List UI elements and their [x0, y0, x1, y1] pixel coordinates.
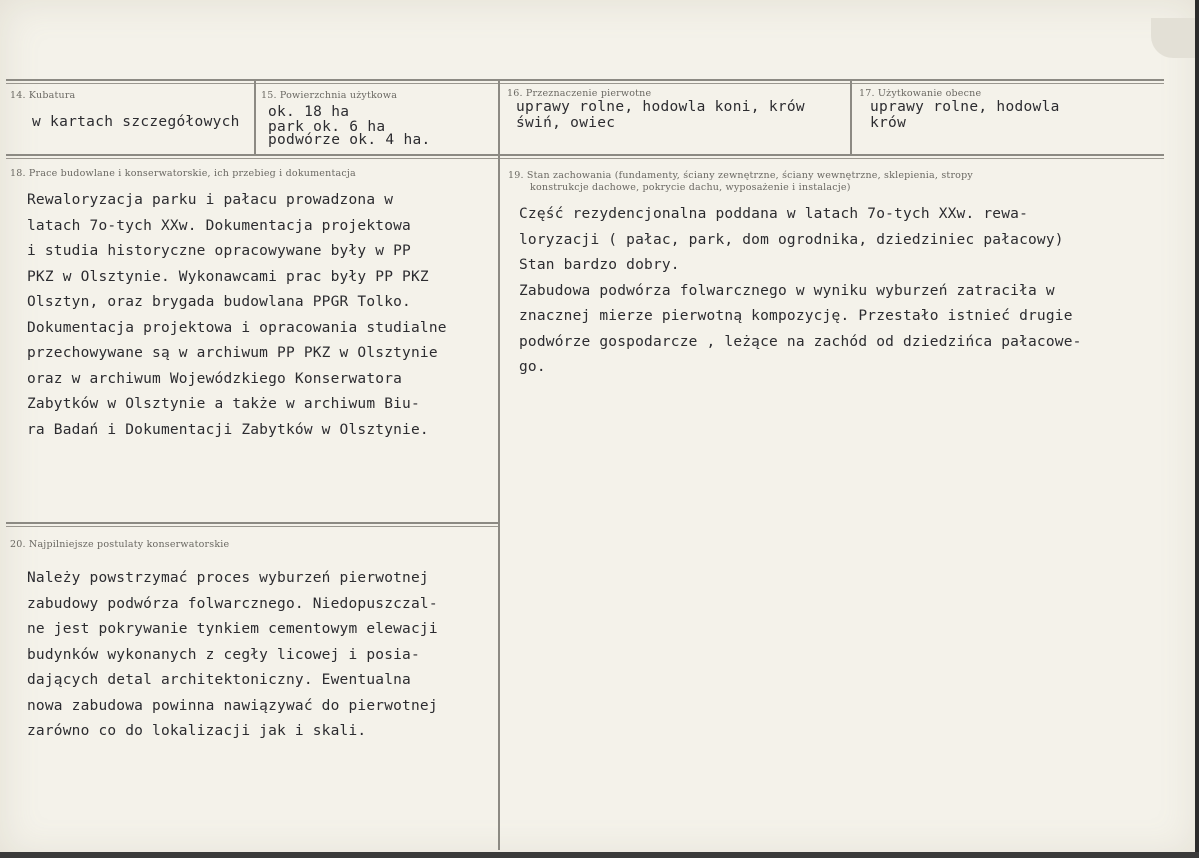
card-edge-bottom — [0, 852, 1199, 858]
stan-label-line-2: konstrukcje dachowe, pokrycie dachu, wyposażenie i instalacje) — [530, 182, 851, 193]
card-edge-right — [1195, 0, 1199, 858]
prace-line: latach 7o-tych XXw. Dokumentacja projektowa — [27, 217, 411, 234]
row1-bottom-rule-thin — [6, 158, 1164, 159]
powierzchnia-line-2: park ok. 6 ha — [268, 119, 386, 135]
powierzchnia-line-3: podwórze ok. 4 ha. — [268, 132, 431, 148]
divider-14-15 — [254, 80, 256, 156]
stan-line: Część rezydencjonalna poddana w latach 7o-tych XXw. rewa- — [519, 206, 1028, 222]
postulaty-line: zabudowy podwórza folwarcznego. Niedopuszczal- — [27, 595, 438, 612]
powierzchnia-label: 15. Powierzchnia użytkowa — [261, 90, 398, 101]
prace-line: Dokumentacja projektowa i opracowania studialne — [27, 319, 447, 336]
prace-line: przechowywane są w archiwum PP PKZ w Olsztynie — [27, 345, 438, 361]
row1-bottom-rule — [6, 154, 1164, 156]
uzytkowanie-line-1: uprawy rolne, hodowla — [870, 99, 1060, 115]
stan-label-line-1: 19. Stan zachowania (fundamenty, ściany zewnętrzne, ściany wewnętrzne, sklepienia, stropy — [508, 170, 973, 181]
stan-line: Zabudowa podwórza folwarcznego w wyniku wyburzeń zatraciła w — [519, 282, 1055, 299]
stan-line: loryzacji ( pałac, park, dom ogrodnika, dziedziniec pałacowy) — [519, 231, 1064, 248]
section20-top-rule — [6, 522, 498, 524]
stan-line: podwórze gospodarcze , leżące na zachód od dziedzińca pałacowe- — [519, 333, 1082, 350]
stan-text — [519, 202, 1082, 381]
postulaty-line: dających detal architektoniczny. Ewentualna — [27, 672, 411, 688]
prace-line: i studia historyczne opracowywane były w PP — [27, 243, 411, 259]
stan-line: Stan bardzo dobry. — [519, 257, 680, 273]
prace-text — [27, 188, 447, 443]
uzytkowanie-line-2: krów — [870, 115, 907, 131]
postulaty-label: 20. Najpilniejsze postulaty konserwatorskie — [10, 539, 230, 550]
prace-label: 18. Prace budowlane i konserwatorskie, ich przebieg i dokumentacja — [10, 168, 356, 179]
stan-line: go. — [519, 359, 546, 375]
divider-15-16 — [498, 80, 500, 850]
postulaty-line: Należy powstrzymać proces wyburzeń pierwotnej — [27, 570, 429, 586]
uzytkowanie-label: 17. Użytkowanie obecne — [859, 88, 982, 99]
postulaty-line: nowa zabudowa powinna nawiązywać do pierwotnej — [27, 697, 438, 714]
prace-line: Olsztyn, oraz brygada budowlana PPGR Tolko. — [27, 294, 411, 310]
postulaty-text — [27, 566, 438, 745]
prace-line: ra Badań i Dokumentacji Zabytków w Olsztynie. — [27, 421, 429, 438]
divider-16-17 — [850, 80, 852, 156]
prace-line: PKZ w Olsztynie. Wykonawcami prac były PP PKZ — [27, 268, 429, 285]
stan-line: znacznej mierze pierwotną kompozycję. Przestało istnieć drugie — [519, 308, 1073, 324]
przeznaczenie-label: 16. Przeznaczenie pierwotne — [507, 88, 652, 99]
prace-line: oraz w archiwum Wojewódzkiego Konserwatora — [27, 370, 403, 387]
prace-line: Rewaloryzacja parku i pałacu prowadzona w — [27, 192, 394, 208]
postulaty-line: budynków wykonanych z cegły licowej i posia- — [27, 646, 420, 663]
postulaty-line: zarówno co do lokalizacji jak i skali. — [27, 723, 367, 739]
powierzchnia-line-1: ok. 18 ha — [268, 104, 350, 120]
kubatura-label: 14. Kubatura — [10, 90, 76, 101]
kubatura-value: w kartach szczegółowych — [32, 114, 240, 130]
section20-top-rule-thin — [6, 526, 498, 527]
torn-corner — [1151, 18, 1195, 58]
top-rule — [6, 79, 1164, 81]
postulaty-line: ne jest pokrywanie tynkiem cementowym elewacji — [27, 621, 438, 637]
top-rule-thin — [6, 83, 1164, 84]
przeznaczenie-line-1: uprawy rolne, hodowla koni, krów — [516, 99, 805, 115]
przeznaczenie-line-2: świń, owiec — [516, 115, 616, 131]
prace-line: Zabytków w Olsztynie a także w archiwum Biu- — [27, 396, 420, 412]
